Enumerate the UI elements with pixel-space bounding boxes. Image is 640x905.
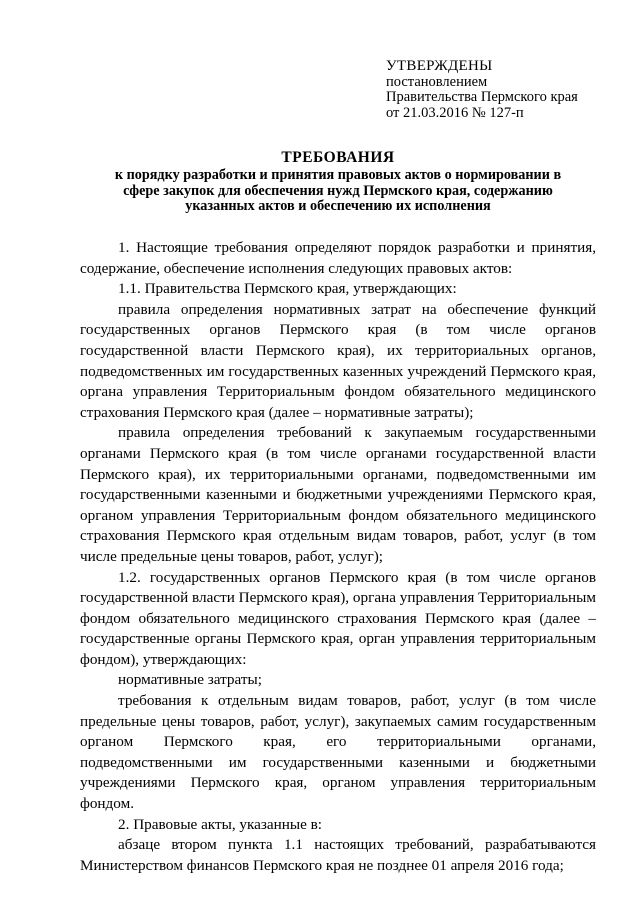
approval-line-3: от 21.03.2016 № 127-п [386,104,524,121]
approval-stamp [386,59,578,121]
paragraph: правила определения требований к закупаемым государственными органами Пермского края (в том числе органами государственной власти Пермского края), их территориальными органами, подведомственными им государственными казенными и бюджетными учреждениями Пермского края, органом управления Территориальным фондом обязательного медицинского страхования Пермского края отдельным видам товаров, работ, услуг (в том числе предельные цены товаров, работ, услуг); [80,424,596,565]
approval-heading: УТВЕРЖДЕНЫ [386,58,493,74]
paragraph: 2. Правовые акты, указанные в: [118,815,323,833]
document-subtitle: к порядку разработки и принятия правовых актов о нормировании в сфере закупок для обеспечения нужд Пермского края, содержанию указанных актов и обеспечению их исполнения [114,167,562,214]
approval-line-1: постановлением [386,73,488,90]
paragraph: требования к отдельным видам товаров, работ, услуг (в том числе предельные цены товаров, работ, услуг), закупаемых самим государственным органом Пермского края, его территориальными органами, подведомственными им государственными казенными и бюджетными учреждениями Пермского края, органом управления территориальным фондом. [80,692,596,813]
paragraph: абзаце втором пункта 1.1 настоящих требований, разрабатываются Министерством финансов Пермского края не позднее 01 апреля 2016 года; [80,836,596,874]
paragraph: 1.1. Правительства Пермского края, утверждающих: [118,280,457,298]
approval-line-2: Правительства Пермского края [386,89,578,105]
document-title: ТРЕБОВАНИЯ [281,149,395,166]
paragraph: 1.2. государственных органов Пермского края (в том числе органов государственной власти Пермского края), органа управления Территориальным фондом обязательного медицинского страхования Пермского края (далее – государственные органы Пермского края, орган управления территориальным фондом), утверждающих: [80,568,596,668]
document-body [80,238,596,876]
paragraph: правила определения нормативных затрат на обеспечение функций государственных органов Пермского края (в том числе органов государственной власти Пермского края), их территориальных органов, подведомственных им государственных казенных учреждений Пермского края, органа управления Территориальным фондом обязательного медицинского страхования Пермского края (далее – нормативные затраты); [80,300,596,421]
paragraph: нормативные затраты; [118,671,262,689]
paragraph: 1. Настоящие требования определяют порядок разработки и принятия, содержание, обеспечение исполнения следующих правовых актов: [80,239,596,277]
